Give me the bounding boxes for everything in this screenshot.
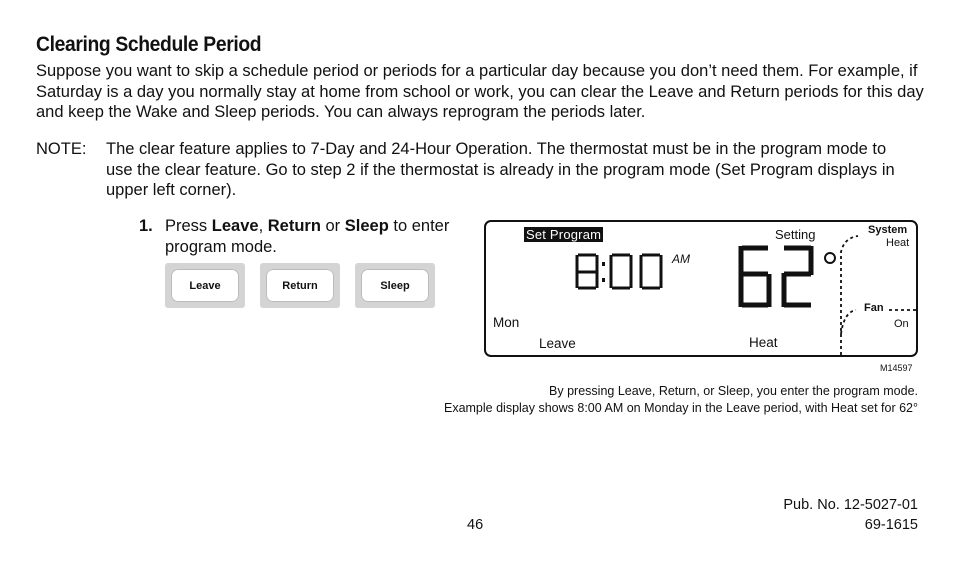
day-indicator: Mon — [493, 315, 520, 330]
period-indicator: Leave — [539, 336, 576, 351]
note-label: NOTE: — [36, 140, 87, 158]
thermostat-display — [484, 220, 918, 357]
page-heading: Clearing Schedule Period — [36, 33, 262, 56]
leave-key[interactable] — [165, 263, 245, 308]
document-number: 69-1615 — [864, 517, 918, 533]
sleep-key[interactable] — [355, 263, 435, 308]
setting-label: Setting — [775, 227, 816, 242]
step-key-sleep: Sleep — [344, 217, 389, 235]
return-key[interactable] — [260, 263, 340, 308]
return-key-label: Return — [266, 269, 334, 302]
temp-digit-6 — [741, 246, 769, 307]
step-instruction — [165, 216, 455, 257]
dotted-divider — [841, 236, 916, 355]
system-value: Heat — [886, 237, 910, 249]
publication-number: Pub. No. 12-5027-01 — [783, 497, 918, 513]
step-text-part: to enter program mode. — [165, 217, 450, 256]
time-digit-8 — [577, 255, 597, 288]
degree-symbol-icon — [825, 253, 835, 263]
step-number: 1. — [139, 217, 153, 235]
fan-label: Fan — [864, 302, 884, 314]
leave-key-label: Leave — [171, 269, 239, 302]
step-key-return: Return — [267, 217, 321, 235]
time-digit-0 — [611, 255, 631, 288]
system-label: System — [868, 224, 908, 236]
set-program-indicator: Set Program — [526, 227, 602, 242]
step-text-part: Press — [165, 217, 212, 235]
temp-digit-2 — [784, 246, 811, 307]
am-indicator: AM — [672, 252, 690, 266]
fan-value: On — [894, 318, 909, 330]
figure-code: M14597 — [880, 363, 913, 373]
step-key-leave: Leave — [211, 217, 259, 235]
page-number: 46 — [467, 517, 484, 533]
intro-paragraph: Suppose you want to skip a schedule period or periods for a particular day because you don’t need them. For example, if Saturday is a day you normally stay at home from school or work, you can clear the Leave and Return periods for this day and keep the Wake and Sleep periods. You can always reprogram the periods later. — [36, 62, 924, 121]
note-text: The clear feature applies to 7-Day and 24-Hour Operation. The thermostat must be in the program mode to use the clear feature. Go to step 2 if the thermostat is already in the program mode (Set Program displays in upper left corner). — [106, 140, 895, 199]
caption-line-1: By pressing Leave, Return, or Sleep, you enter the program mode. — [549, 384, 918, 398]
time-digit-0 — [641, 255, 661, 288]
step-text-part: or — [320, 217, 345, 235]
step-text-part: , — [258, 217, 268, 235]
sleep-key-label: Sleep — [361, 269, 429, 302]
time-colon — [602, 262, 605, 282]
caption-line-2: Example display shows 8:00 AM on Monday in the Leave period, with Heat set for 62° — [443, 401, 918, 415]
heat-indicator: Heat — [749, 335, 778, 350]
